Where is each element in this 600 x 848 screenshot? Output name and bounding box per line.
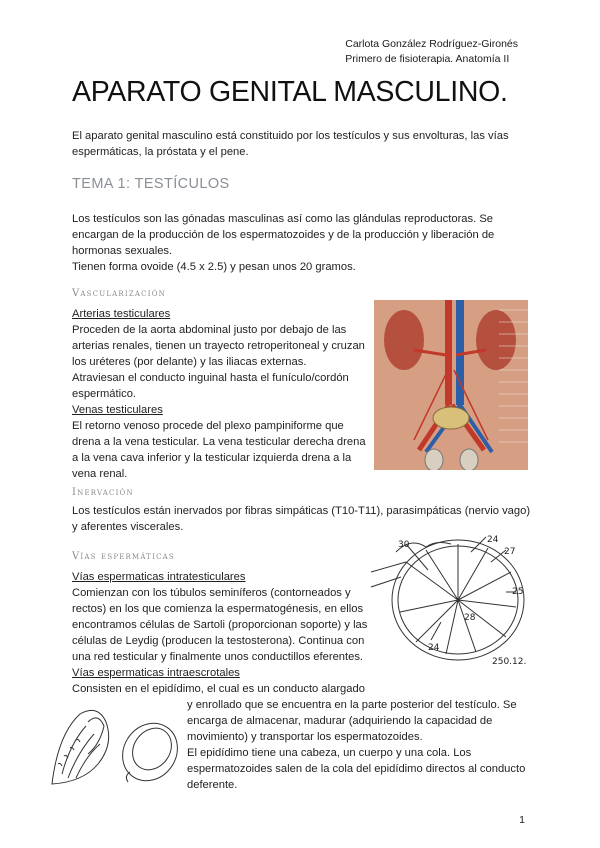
fig-label-25: 25 bbox=[512, 587, 524, 597]
escro-line: encarga de almacenar, madurar (adquiriendo la capacidad de bbox=[187, 715, 493, 727]
author-name: Carlota González Rodríguez-Gironés bbox=[345, 38, 518, 50]
intra-line: una red testicular y finalmente unos conductillos eferentes. bbox=[72, 651, 364, 663]
tema1-line: hormonas sexuales. bbox=[72, 245, 173, 257]
venas-line: El retorno venoso procede del plexo pampiniforme que bbox=[72, 420, 344, 432]
testis-diagram bbox=[366, 532, 536, 672]
fig-label-27: 27 bbox=[504, 547, 516, 557]
intro-line: espermáticas, la próstata y el pene. bbox=[72, 146, 249, 158]
inerv-line: Los testículos están inervados por fibras simpáticas (T10-T11), parasimpáticas (nervio vago) bbox=[72, 505, 531, 517]
escro-line: espermatozoides salen de la cola del epidídimo directos al conducto bbox=[187, 763, 526, 775]
arterias-line: arterias renales, tienen un trayecto retroperitoneal y cruzan bbox=[72, 340, 365, 352]
arterias-line: los uréteres (por delante) y las iliacas externas. bbox=[72, 356, 307, 368]
vasc-heading: Vascularización bbox=[72, 288, 166, 299]
vasc-section bbox=[72, 306, 366, 482]
intra-line: Comienzan con los túbulos seminíferos (contorneados y bbox=[72, 587, 351, 599]
vias-escro-section bbox=[187, 697, 525, 793]
fig-label-30: 30 bbox=[398, 540, 410, 550]
intra-line: rectos) en los que comienza la espermatogénesis, en ellos bbox=[72, 603, 364, 615]
tema1-paragraph bbox=[72, 211, 494, 275]
escro-line: El epidídimo tiene una cabeza, un cuerpo y una cola. Los bbox=[187, 747, 472, 759]
escro-line: y enrollado que se encuentra en la parte posterior del testículo. Se bbox=[187, 699, 517, 711]
intra-line: células de Leydig (producen la testosterona). Continua con bbox=[72, 635, 365, 647]
tema1-line: Tienen forma ovoide (4.5 x 2.5) y pesan unos 20 gramos. bbox=[72, 261, 356, 273]
arterias-line: Atraviesan el conducto inguinal hasta el funículo/cordón bbox=[72, 372, 349, 384]
arterias-line: Proceden de la aorta abdominal justo por debajo de las bbox=[72, 324, 347, 336]
fig-label-24b: 24 bbox=[428, 643, 440, 653]
venas-line: drena a la vena testicular. La vena testicular derecha drena bbox=[72, 436, 366, 448]
inerv-paragraph bbox=[72, 503, 530, 535]
vascular-anatomy-illustration bbox=[374, 300, 528, 470]
venas-line: vena renal. bbox=[72, 468, 128, 480]
vias-heading: Vías espermáticas bbox=[72, 551, 175, 562]
arterias-subtitle: Arterias testiculares bbox=[72, 308, 171, 320]
intro-line: El aparato genital masculino está constituido por los testículos y sus envolturas, las vías bbox=[72, 130, 509, 142]
fig-label-250: 250.12. bbox=[492, 657, 527, 667]
fig-label-24a: 24 bbox=[487, 535, 499, 545]
author-block bbox=[345, 37, 518, 67]
epididymis-diagram bbox=[48, 704, 180, 788]
venas-line: a la vena cava inferior y la testicular izquierda drena a la bbox=[72, 452, 352, 464]
tema1-heading: TEMA 1: TESTÍCULOS bbox=[72, 176, 230, 192]
escro-line: movimiento) y transportar los espermatozoides. bbox=[187, 731, 423, 743]
tema1-line: encargan de la producción de los espermatozoides y de la producción y liberación de bbox=[72, 229, 495, 241]
escro-line: Consisten en el epidídimo, el cual es un conducto alargado bbox=[72, 683, 365, 695]
inerv-heading: Inervación bbox=[72, 487, 134, 498]
intra-subtitle: Vías espermaticas intratesticulares bbox=[72, 571, 246, 583]
page-title: APARATO GENITAL MASCULINO. bbox=[72, 76, 508, 108]
vias-intra-section bbox=[72, 569, 367, 697]
venas-subtitle: Venas testiculares bbox=[72, 404, 163, 416]
escro-subtitle: Vías espermaticas intraescrotales bbox=[72, 667, 240, 679]
page-number: 1 bbox=[519, 814, 525, 826]
inerv-line: y aferentes viscerales. bbox=[72, 521, 184, 533]
escro-line: deferente. bbox=[187, 779, 238, 791]
course-name: Primero de fisioterapia. Anatomía II bbox=[345, 53, 510, 65]
arterias-line: espermático. bbox=[72, 388, 137, 400]
intra-line: encontramos células de Sartoli (proporcionan soporte) y las bbox=[72, 619, 368, 631]
tema1-line: Los testículos son las gónadas masculinas así como las glándulas reproductoras. Se bbox=[72, 213, 494, 225]
intro-paragraph bbox=[72, 128, 509, 160]
fig-label-28: 28 bbox=[464, 613, 476, 623]
